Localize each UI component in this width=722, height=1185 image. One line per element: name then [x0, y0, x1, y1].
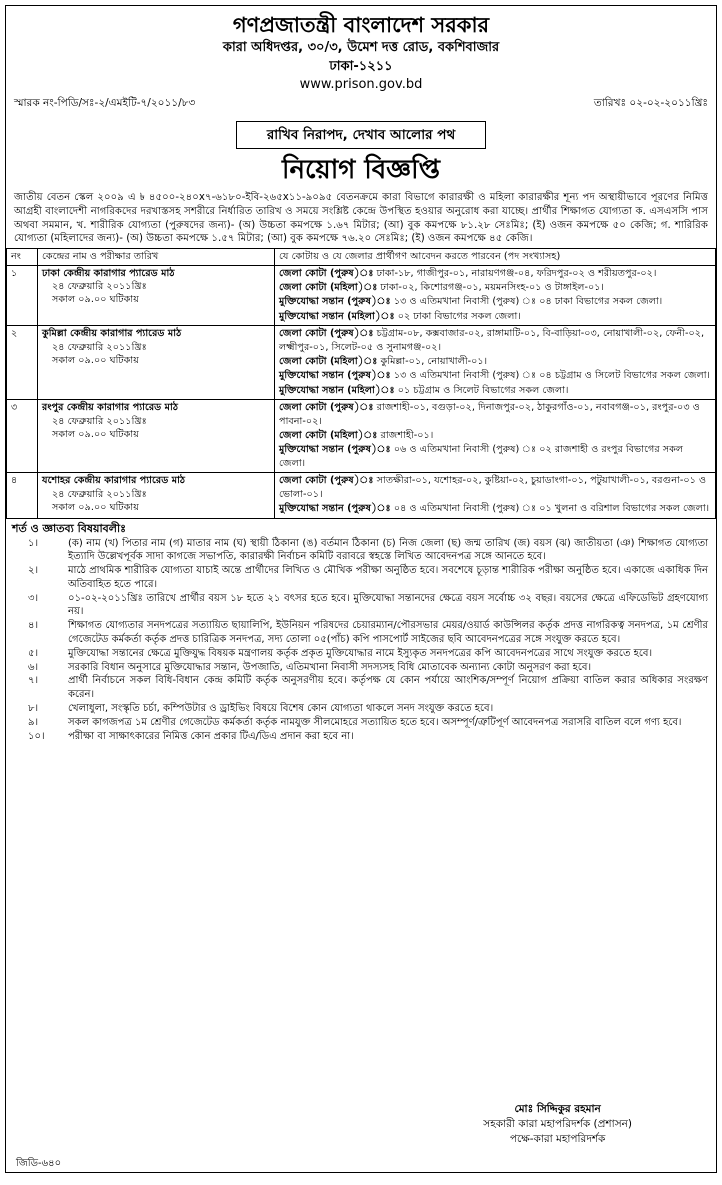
quota-label: জেলা কোটা (পুরুষ)ঃ: [279, 475, 374, 487]
table-body: [7, 265, 716, 518]
quota-entry: [279, 502, 711, 515]
quota-text: সাতক্ষীরা-০১, যশোহর-০২, কুষ্টিয়া-০২, চুয়াডাংগা-০১, পটুয়াখালী-০১, বরগুনা-০১ ও ভোলা-০১।: [279, 475, 707, 500]
exam-date: ২৪ ফেব্রুয়ারি ২০১১খ্রিঃ: [52, 488, 147, 500]
exam-center-table: [6, 248, 716, 518]
quota-label: মুক্তিযোদ্ধা সন্তান (মহিলা)ঃ: [279, 310, 395, 322]
condition-number: ১০।: [28, 730, 45, 742]
condition-number: ৮।: [28, 703, 39, 715]
quota-cell: [275, 326, 716, 400]
memo-number: স্মারক নং-পিডি/সঃ-২/এমইটি-৭/২০১১/৮৩: [14, 97, 196, 109]
row-number: ২: [7, 326, 38, 400]
center-cell: [38, 326, 275, 400]
condition-number: ২।: [28, 565, 39, 577]
condition-item: [6, 730, 716, 744]
signatory-name: মোঃ সিদ্দিকুর রহমান: [514, 1103, 601, 1115]
conditions-list: [6, 537, 716, 744]
condition-item: [6, 661, 716, 675]
conditions-title: শর্ত ও জ্ঞাতব্য বিষয়াবলীঃ: [12, 521, 126, 535]
website-link[interactable]: www.prison.gov.bd: [299, 77, 423, 92]
quota-entry: [279, 474, 711, 501]
condition-item: [6, 716, 716, 730]
condition-text: শিক্ষাগত যোগ্যতার সনদপত্রের সত্যায়িত ছায়ালিপি, ইউনিয়ন পরিষদের চেয়ারম্যান/পৌরসভার মেয়র/ওয়ার্ড কাউন্সিলর কর্তৃক প্রদত্ত নাগরিকত্ব সনদপত্র, ১ম শ্রেণীর গেজেটেড কর্মকর্তা কর্তৃক প্রদত্ত চারিত্রিক সনদপত্র, সদ্য তোলা ০৫(পাঁচ) কপি পাসপোর্ট সাইজের ছবি আবেদনপত্রের সঙ্গে সংযুক্ত করতে হবে।: [68, 620, 708, 646]
quota-entry: [279, 355, 711, 368]
condition-number: ৪।: [28, 620, 39, 632]
condition-text: সকল কাগজপত্র ১ম শ্রেণীর গেজেটেড কর্মকর্তা কর্তৃক নামযুক্ত সীলমোহরে সত্যায়িত হতে হবে। অসম্পূর্ণ/ত্রুটিপূর্ণ আবেদনপত্র সরাসরি বাতিল বলে গণ্য হবে।: [68, 716, 682, 728]
memo-date: তারিখঃ ০২-০২-২০১১খ্রিঃ: [593, 97, 708, 109]
condition-text: পরীক্ষা বা সাক্ষাৎকারের নিমিত্ত কোন প্রকার টিএ/ডিএ প্রদান করা হবে না।: [68, 730, 354, 742]
table-header-row: [7, 249, 716, 265]
quota-text: ০৪ ও এতিমখানা নিবাসী (পুরুষ) ঃ ০১ খুলনা ও বরিশাল বিভাগের সকল জেলা।: [390, 503, 710, 515]
quota-entry: [279, 295, 711, 308]
header-quota: যে কোটায় ও যে জেলার প্রার্থীগণ আবেদন করতে পারবেন (পদ সংখ্যাসহ): [275, 249, 716, 265]
quota-label: জেলা কোটা (পুরুষ)ঃ: [279, 402, 374, 414]
center-name: কুমিল্লা কেন্দ্রীয় কারাগার প্যারেড মাঠ: [42, 328, 182, 340]
table-row: [7, 326, 716, 400]
quota-text: ০১ চট্টগ্রাম ও সিলেট বিভাগের সকল জেলা।: [394, 384, 569, 396]
notice-title: নিয়োগ বিজ্ঞপ্তি: [282, 155, 440, 185]
quota-label: মুক্তিযোদ্ধা সন্তান (পুরুষ)ঃ: [279, 503, 391, 515]
quota-entry: [279, 384, 711, 397]
quota-label: মুক্তিযোদ্ধা সন্তান (পুরুষ)ঃ: [279, 296, 391, 308]
letterhead: [6, 12, 716, 94]
quota-entry: [279, 369, 711, 382]
table-row: [7, 473, 716, 518]
exam-time: সকাল ০৯.০০ ঘটিকায়: [52, 502, 139, 514]
condition-text: সরকারি বিধান অনুসারে মুক্তিযোদ্ধার সন্তান, উপজাতি, এতিমখানা নিবাসী সদস্যসহ বিধি মোতাবেক অন্যান্য কোটা অনুসরণ করা হবে।: [68, 661, 592, 673]
gd-code: জিডি-৬৪০: [16, 1158, 62, 1169]
office-city: ঢাকা-১২১১: [329, 59, 393, 74]
exam-time: সকাল ০৯.০০ ঘটিকায়: [52, 294, 139, 306]
condition-text: ০১-০২-২০১১খ্রিঃ তারিখে প্রার্থীর বয়স ১৮ হতে ২১ বৎসর হতে হবে। মুক্তিযোদ্ধা সন্তানদের ক্ষেত্রে বয়স সর্বোচ্চ ৩২ বছর। বয়সের ক্ষেত্রে এফিডেভিট গ্রহণযোগ্য নয়।: [68, 592, 708, 618]
quota-text: ০৬ ও এতিমখানা নিবাসী (পুরুষ) ঃ ০২ রাজশাহী ও রংপুর বিভাগের সকল জেলা।: [279, 444, 684, 469]
row-number: ৩: [7, 400, 38, 473]
slogan-box: রাখিব নিরাপদ, দেখাব আলোর পথ: [236, 121, 486, 149]
quota-entry: [279, 401, 711, 428]
signatory-designation: সহকারী কারা মহাপরিদর্শক (প্রশাসন): [483, 1118, 632, 1130]
intro-paragraph: জাতীয় বেতন স্কেল ২০০৯ এ ৳ ৪৫০০-২৪০x৭-৬১৮০-ইবি-২৬৫x১১-৯০৯৫ বেতনক্রমে কারা বিভাগে কারারক্ষী ও মহিলা কারারক্ষীর শূন্য পদ অস্থায়ীভাবে পূরণের নিমিত্ত আগ্রহী বাংলাদেশী নাগরিকদের দরখাস্তসহ সশরীরে নির্ধারিত তারিখ ও সময়ে সংশ্লিষ্ট কেন্দ্রে উপস্থিত হওয়ার অনুরোধ করা যাচ্ছে। প্রার্থীর শিক্ষাগত যোগ্যতা ক. এসএসসি পাস অথবা সমমান, খ. শারীরিক যোগ্যতা (পুরুষদের জন্য)- (অ) উচ্চতা কমপক্ষে ১.৬৭ মিটার; (আ) বুক কমপক্ষে ৮১.২৮ সেঃমিঃ; (ই) ওজন কমপক্ষে ৫০ কেজি; গ. শারিরিক যোগ্যতা (মহিলাদের জন্য)- (অ) উচ্চতা কমপক্ষে ১.৫৭ মিটার; (আ) বুক কমপক্ষে ৭৬.২০ সেঃমিঃ; (ই) ওজন কমপক্ষে ৪৫ কেজি।: [14, 192, 708, 245]
quota-text: রাজশাহী-০১, বগুড়া-০২, দিনাজপুর-০২, ঠাকুরগাঁও-০১, নবাবগঞ্জ-০১, রংপুর-০৩ ও পাবনা-০২।: [279, 402, 700, 427]
condition-text: মুক্তিযোদ্ধা সন্তানের ক্ষেত্রে মুক্তিযুদ্ধ বিষয়ক মন্ত্রণালয় কর্তৃক প্রকৃত মুক্তিযোদ্ধার নামে ইস্যুকৃত সনদপত্রের কপি আবেদনপত্রের সাথে সংযুক্ত করতে হবে।: [68, 647, 653, 659]
exam-date: ২৪ ফেব্রুয়ারি ২০১১খ্রিঃ: [52, 281, 147, 292]
quota-cell: [275, 265, 716, 326]
center-name: ঢাকা কেন্দ্রীয় কারাগার প্যারেড মাঠ: [42, 267, 175, 279]
row-number: ১: [7, 265, 38, 326]
quota-label: জেলা কোটা (মহিলা)ঃ: [279, 356, 378, 368]
government-title: গণপ্রজাতন্ত্রী বাংলাদেশ সরকার: [232, 13, 490, 37]
condition-number: ১।: [28, 537, 39, 549]
quota-label: মুক্তিযোদ্ধা সন্তান (পুরুষ)ঃ: [279, 444, 391, 456]
condition-item: [6, 702, 716, 716]
quota-entry: [279, 281, 711, 294]
reference-row: [6, 96, 716, 111]
signatory-on-behalf: পক্ষে-কারা মহাপরিদর্শক: [509, 1133, 606, 1145]
table-row: [7, 265, 716, 326]
row-number: ৪: [7, 473, 38, 518]
quota-text: চট্টগ্রাম-০৮, কক্সবাজার-০২, রাঙ্গামাটি-০১, বি-বাড়িয়া-০৩, নোয়াখালী-০২, ফেনী-০২, লক্ষ্মীপুর-০১, সিলেট-০৫ ও সুনামগঞ্জ-০২।: [279, 328, 705, 353]
exam-date: ২৪ ফেব্রুয়ারি ২০১১খ্রিঃ: [52, 341, 147, 353]
quota-text: ০২ ঢাকা বিভাগের সকল জেলা।: [394, 310, 521, 322]
condition-item: [6, 537, 716, 565]
center-cell: [38, 473, 275, 518]
quota-label: জেলা কোটা (পুরুষ)ঃ: [279, 328, 374, 340]
quota-text: রাজশাহী-০১।: [377, 430, 434, 442]
condition-number: ৬।: [28, 661, 39, 673]
quota-label: জেলা কোটা (মহিলা)ঃ: [279, 430, 378, 442]
header-no: নং: [7, 249, 38, 265]
quota-label: মুক্তিযোদ্ধা সন্তান (মহিলা)ঃ: [279, 384, 395, 396]
condition-text: প্রার্থী নির্বাচনে সকল বিধি-বিধান কেন্দ্র কমিটি কর্তৃক অনুসরণীয় হবে। কর্তৃপক্ষ যে কোন পর্যায়ে আংশিক/সম্পূর্ণ নিয়োগ প্রক্রিয়া বাতিল করার অধিকার সংরক্ষণ করেন।: [68, 675, 708, 701]
condition-number: ৩।: [28, 592, 39, 604]
quota-entry: [279, 267, 711, 280]
quota-cell: [275, 400, 716, 473]
condition-item: [6, 619, 716, 647]
condition-text: (ক) নাম (খ) পিতার নাম (গ) মাতার নাম (ঘ) স্থায়ী ঠিকানা (ঙ) বর্তমান ঠিকানা (চ) নিজ জেলা (ছ) জন্ম তারিখ (জ) বয়স (ঝ) জাতীয়তা (ঞ) শিক্ষাগত যোগ্যতা ইত্যাদি উল্লেখপূর্বক সাদা কাগজে সভাপতি, কারারক্ষী নির্বাচন কমিটি বরাবরে স্বহস্তে লিখিত আবেদনপত্র সঙ্গে আনতে হবে।: [68, 537, 708, 563]
quota-entry: [279, 310, 711, 323]
quota-label: জেলা কোটা (মহিলা)ঃ: [279, 282, 378, 293]
condition-number: ৭।: [28, 675, 39, 687]
exam-time: সকাল ০৯.০০ ঘটিকায়: [52, 355, 139, 367]
quota-label: জেলা কোটা (পুরুষ)ঃ: [279, 267, 374, 279]
signature-block: [483, 1102, 632, 1147]
exam-date: ২৪ ফেব্রুয়ারি ২০১১খ্রিঃ: [52, 415, 147, 427]
center-cell: [38, 265, 275, 326]
office-address: কারা অধিদপ্তর, ৩০/৩, উমেশ দত্ত রোড, বকশিবাজার: [222, 40, 500, 55]
exam-time: সকাল ০৯.০০ ঘটিকায়: [52, 429, 139, 441]
center-name: রংপুর কেন্দ্রীয় কারাগার প্যারেড মাঠ: [42, 402, 179, 414]
notice-page: [5, 5, 717, 1173]
header-center: কেন্দ্রের নাম ও পরীক্ষার তারিখ: [38, 249, 275, 265]
center-cell: [38, 400, 275, 473]
condition-item: [6, 564, 716, 592]
quota-label: মুক্তিযোদ্ধা সন্তান (পুরুষ)ঃ: [279, 370, 391, 382]
quota-entry: [279, 443, 711, 470]
quota-text: ঢাকা-১৮, গাজীপুর-০১, নারায়ণগঞ্জ-০৪, ফরিদপুর-০২ ও শরীয়তপুর-০২।: [373, 267, 657, 279]
condition-number: ৯।: [28, 716, 39, 728]
quota-text: ঢাকা-০২, কিশোরগঞ্জ-০১, ময়মনসিংহ-০১ ও টাঙ্গাইল-০১।: [377, 282, 605, 293]
quota-entry: [279, 429, 711, 442]
condition-item: [6, 592, 716, 620]
quota-text: কুমিল্লা-০১, নোয়াখালী-০১।: [377, 356, 488, 368]
quota-text: ১৩ ও এতিমখানা নিবাসী (পুরুষ) ঃ ০৪ চট্টগ্রাম ও সিলেট বিভাগের সকল জেলা।: [390, 370, 711, 382]
condition-item: [6, 674, 716, 702]
quota-entry: [279, 327, 711, 354]
condition-item: [6, 647, 716, 661]
condition-text: খেলাধুলা, সংস্কৃতি চর্চা, কম্পিউটার ও ড্রাইভিং বিষয়ে বিশেষ কোন যোগ্যতা থাকলে সনদ সংযুক্ত করতে হবে।: [68, 703, 494, 715]
quota-cell: [275, 473, 716, 518]
condition-text: মাঠে প্রাথমিক শারীরিক যোগ্যতা যাচাই অন্তে প্রার্থীদের লিখিত ও মৌখিক পরীক্ষা অনুষ্ঠিত হবে। সবশেষে চূড়ান্ত শারীরিক পরীক্ষা অনুষ্ঠিত হবে। একাজে একাধিক দিন অতিবাহিত হতে পারে।: [68, 565, 708, 590]
center-name: যশোহর কেন্দ্রীয় কারাগার প্যারেড মাঠ: [42, 475, 186, 487]
condition-number: ৫।: [28, 647, 39, 659]
quota-text: ১৩ ও এতিমখানা নিবাসী (পুরুষ) ঃ ০৪ ঢাকা বিভাগের সকল জেলা।: [390, 296, 663, 308]
table-row: [7, 400, 716, 473]
